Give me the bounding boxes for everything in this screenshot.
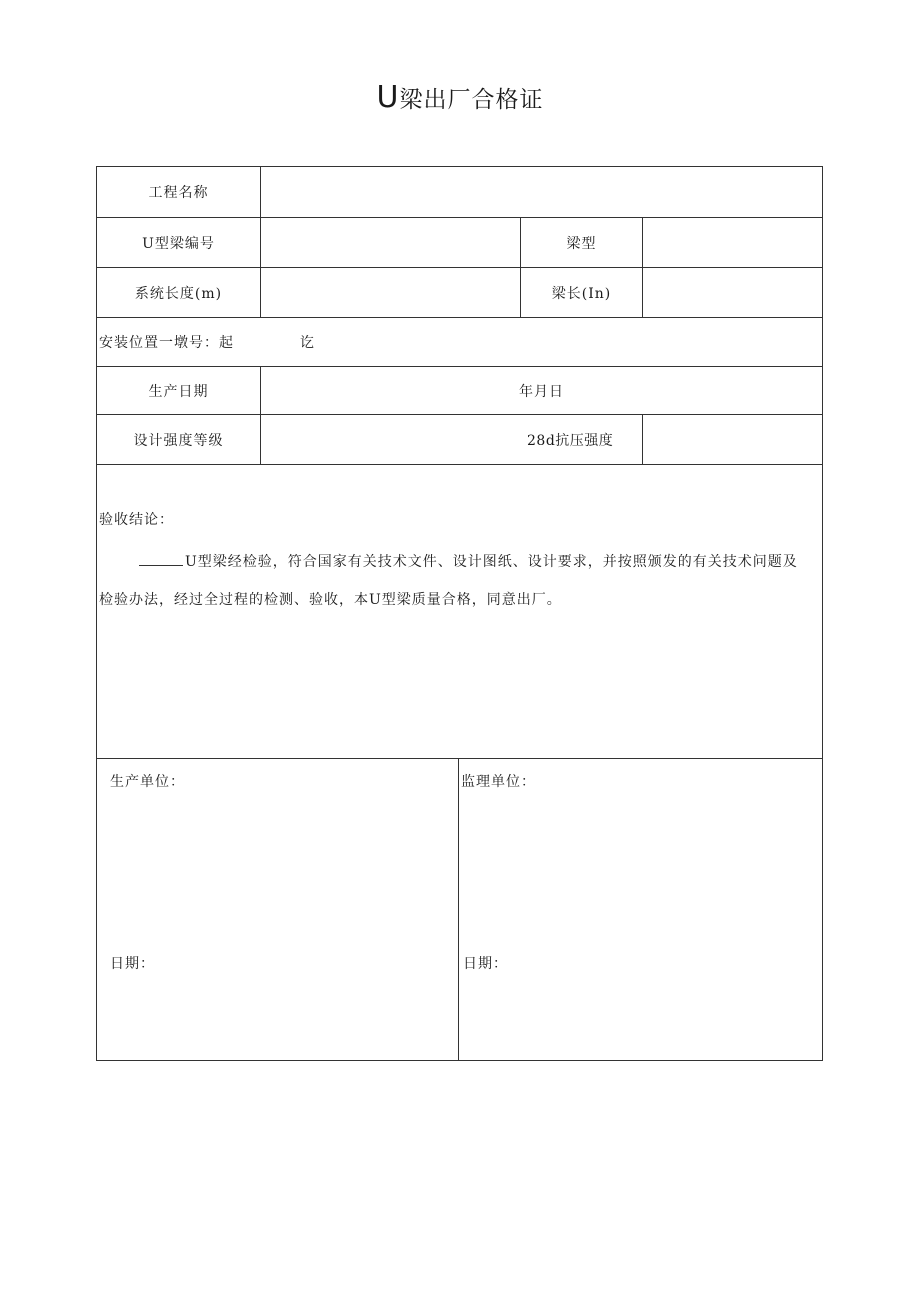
row-install-position	[97, 318, 822, 367]
producer-signature-box[interactable]	[97, 759, 459, 1060]
beam-number-field[interactable]	[260, 218, 520, 267]
blank-underline[interactable]	[139, 553, 183, 566]
project-name-field[interactable]	[260, 167, 822, 217]
beam-type-field[interactable]	[642, 218, 822, 267]
title-prefix: U	[376, 80, 400, 115]
supervisor-date-label: 日期：	[463, 956, 508, 972]
beam-type-label: 梁型	[520, 218, 642, 267]
system-length-field[interactable]	[260, 268, 520, 317]
install-position-end: 讫	[300, 335, 315, 351]
row-conclusion	[97, 465, 822, 759]
beam-length-label: 梁长(In)	[520, 268, 642, 317]
system-length-label: 系统长度(m)	[134, 285, 223, 302]
install-position-label: 安装位置一墩号：起	[99, 335, 234, 351]
row-project-name	[97, 167, 822, 218]
install-position[interactable]	[99, 318, 315, 366]
beam-number-label: U型梁编号	[142, 235, 215, 252]
project-name-label: 工程名称	[148, 185, 209, 201]
conclusion-block	[99, 509, 802, 619]
strength-28d-label: 28d抗压强度	[527, 432, 614, 449]
certificate-table	[96, 166, 823, 1061]
page-title	[0, 80, 920, 115]
row-design-strength	[97, 415, 822, 465]
producer-date-label: 日期：	[110, 956, 155, 972]
title-text: 梁出厂合格证	[399, 87, 544, 113]
conclusion-body: U型梁经检验，符合国家有关技术文件、设计图纸、设计要求，并按照颁发的有关技术问题及检验办法，经过全过程的检测、验收，本U型梁质量合格，同意出厂。	[99, 554, 798, 608]
row-beam-number	[97, 218, 822, 268]
beam-length-field[interactable]	[642, 268, 822, 317]
design-strength-label: 设计强度等级	[133, 432, 224, 449]
row-system-length	[97, 268, 822, 318]
production-date-field[interactable]: 年月日	[260, 367, 822, 414]
production-date-label: 生产日期	[148, 383, 209, 400]
row-production-date	[97, 367, 822, 415]
conclusion-heading: 验收结论：	[99, 512, 174, 528]
row-signatures	[97, 759, 822, 1060]
strength-28d-field[interactable]	[642, 415, 822, 464]
supervisor-signature-box[interactable]	[459, 759, 822, 1060]
producer-label: 生产单位：	[110, 774, 185, 790]
supervisor-label: 监理单位：	[461, 774, 536, 790]
